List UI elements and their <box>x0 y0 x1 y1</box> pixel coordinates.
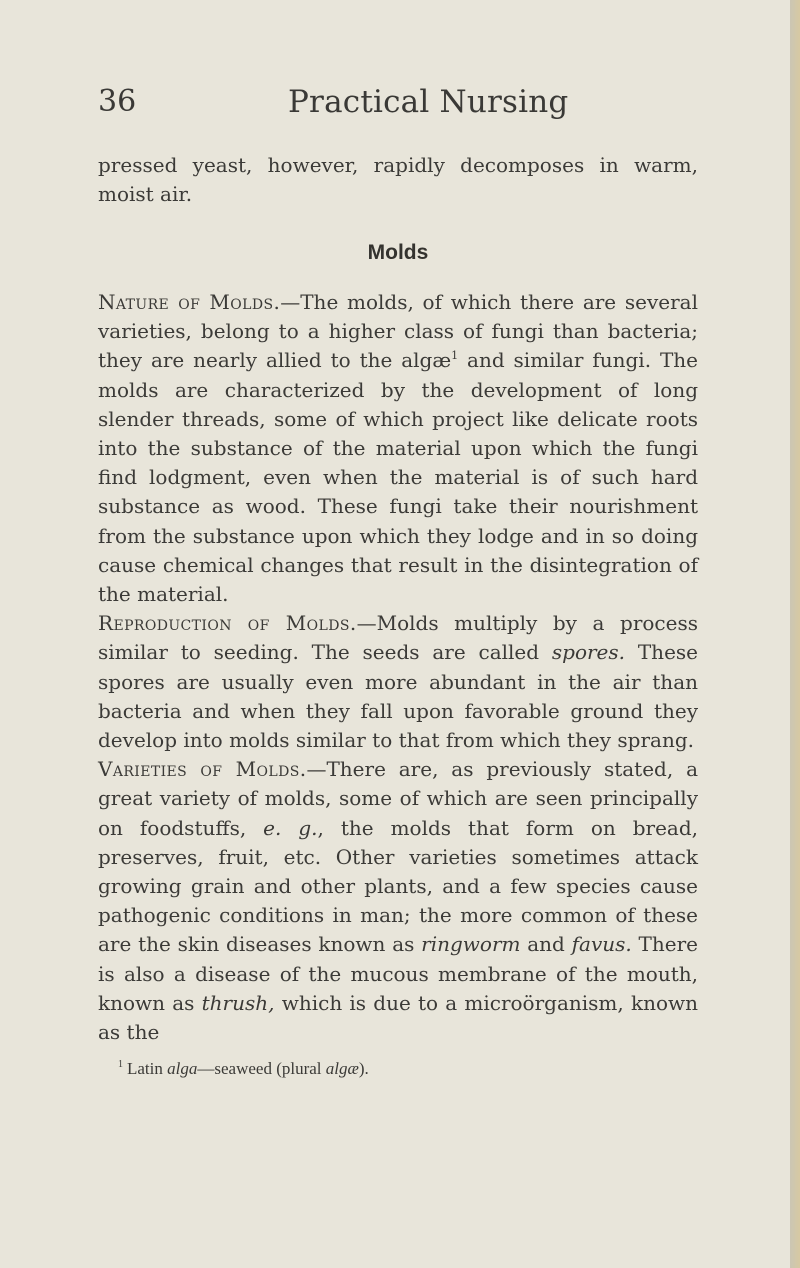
paragraph-varieties-of-molds <box>98 755 698 1047</box>
paragraph-label: Reproduction of Molds. <box>98 611 357 636</box>
paragraph-text: —There are, as previously stated, a great variety of molds, some of which are seen principally on foodstuffs, <box>98 757 698 840</box>
section-body <box>98 288 698 1047</box>
footnote-text: ). <box>358 1059 369 1078</box>
emphasis-term: ringworm <box>421 932 521 957</box>
paragraph-label: Nature of Molds. <box>98 290 281 314</box>
page-header <box>98 82 698 126</box>
footnote-text: Latin <box>127 1059 168 1078</box>
paragraph-text: These spores are usually even more abundant in the air than bacteria and when they fall upon favorable ground they develop into molds similar to that from which they sprang. <box>98 640 698 753</box>
paragraph-text: —Molds multiply by a process similar to seeding. The seeds are called <box>98 611 698 665</box>
paragraph-reproduction-of-molds <box>98 609 698 755</box>
footnote-mark: 1 <box>118 1059 123 1070</box>
emphasis-term: spores. <box>551 640 626 665</box>
footnote-text: —seaweed (plural <box>197 1059 326 1078</box>
page-edge <box>790 0 800 1268</box>
footnote-reference: 1 <box>451 349 459 363</box>
running-head: Practical Nursing <box>288 84 569 120</box>
page-number: 36 <box>98 84 137 119</box>
paragraph-text: There is also a disease of the mucous membrane of the mouth, known as <box>98 932 699 1015</box>
emphasis-term: thrush, <box>201 990 275 1015</box>
footnote-emphasis: alga <box>167 1059 198 1078</box>
paragraph-text: and similar fungi. The molds are characterized by the development of long slender threads, some of which project like delicate roots into the substance of the material upon which the fungi find lodgment, even when the material is of such hard substance as wood. These fungi take their nourishment from the substance upon which they lodge and in so doing cause chemical changes that result in the disintegration of the material. <box>98 348 699 607</box>
section-heading: Molds <box>367 241 429 264</box>
footnote <box>118 1053 678 1081</box>
paragraph-label: Varieties of Molds. <box>98 757 307 782</box>
paragraph-nature-of-molds <box>98 288 698 609</box>
emphasis-term: e. g. <box>263 815 318 840</box>
paragraph-text: which is due to a microörganism, known as the <box>98 990 698 1045</box>
paragraph-text: —The molds, of which there are several varieties, belong to a higher class of fungi than bacteria; they are nearly allied to the algæ <box>98 290 698 373</box>
paragraph-text: and <box>520 932 572 957</box>
footnote-emphasis: algæ <box>325 1059 359 1078</box>
continuation-paragraph: pressed yeast, however, rapidly decomposes in warm, moist air. <box>98 153 698 207</box>
emphasis-term: favus. <box>571 932 632 957</box>
paragraph-text: , the molds that form on bread, preserves, fruit, etc. Other varieties sometimes attack growing grain and other plants, and a few species cause pathogenic conditions in man; the more common of these are the skin diseases known as <box>98 815 699 957</box>
